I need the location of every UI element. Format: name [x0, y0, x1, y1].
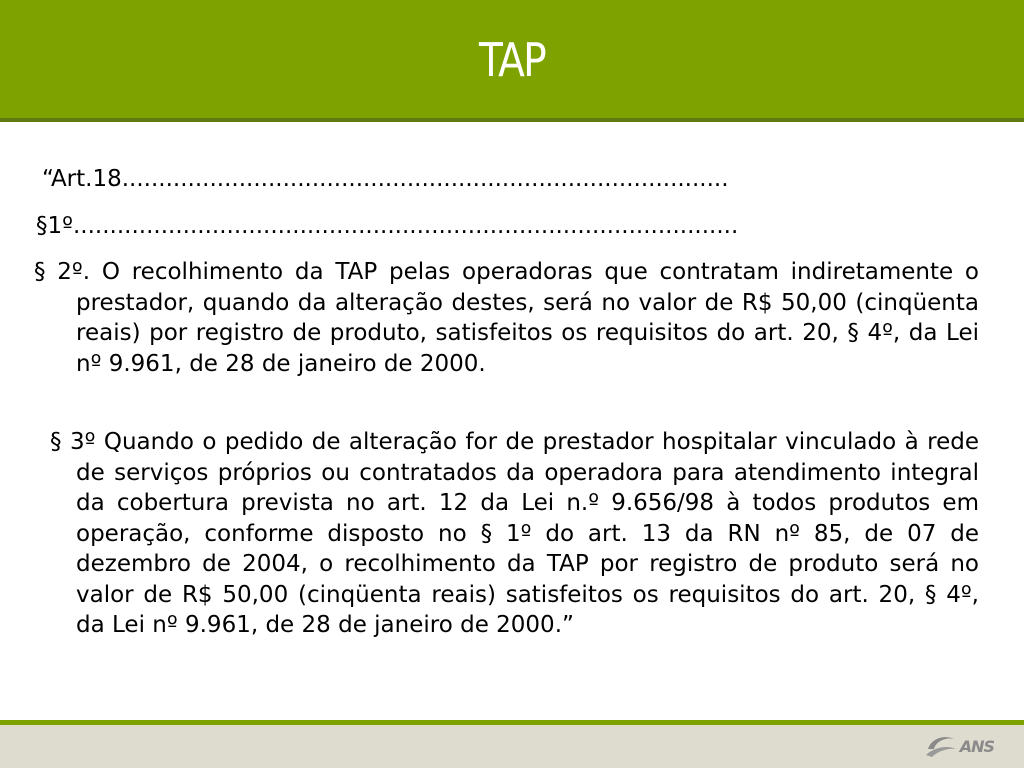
- paragraph-1-line: §1º...........................................................................................: [36, 213, 739, 239]
- slide-title: TAP: [478, 33, 546, 87]
- paragraph-3: [50, 427, 979, 641]
- paragraph-2: [34, 257, 979, 379]
- paragraph-3-text: § 3º Quando o pedido de alteração for de prestador hospitalar vinculado à rede de serviços próprios ou contratados da operadora para atendimento integral da cobertura prevista no art. 12 da Lei n.º 9.656/98 à todos produtos em operação, conforme disposto no § 1º do art. 13 da RN nº 85, de 07 de dezembro de 2004, o recolhimento da TAP por registro de produto será no valor de R$ 50,00 (cinqüenta reais) satisfeitos os requisitos do art. 20, § 4º, da Lei nº 9.961, de 28 de janeiro de 2000.”: [50, 429, 979, 638]
- logo-text: ANS: [959, 736, 994, 756]
- paragraph-2-text: § 2º. O recolhimento da TAP pelas operadoras que contratam indiretamente o prestador, quando da alteração destes, será no valor de R$ 50,00 (cinqüenta reais) por registro de produto, satisfeitos os requisitos do art. 20, § 4º, da Lei nº 9.961, de 28 de janeiro de 2000.: [34, 259, 979, 377]
- ans-logo: [924, 733, 994, 759]
- art18-line: “Art.18...................................................................................: [42, 166, 729, 192]
- ans-swoosh-icon: [924, 733, 958, 759]
- footer-bar: [0, 725, 1024, 768]
